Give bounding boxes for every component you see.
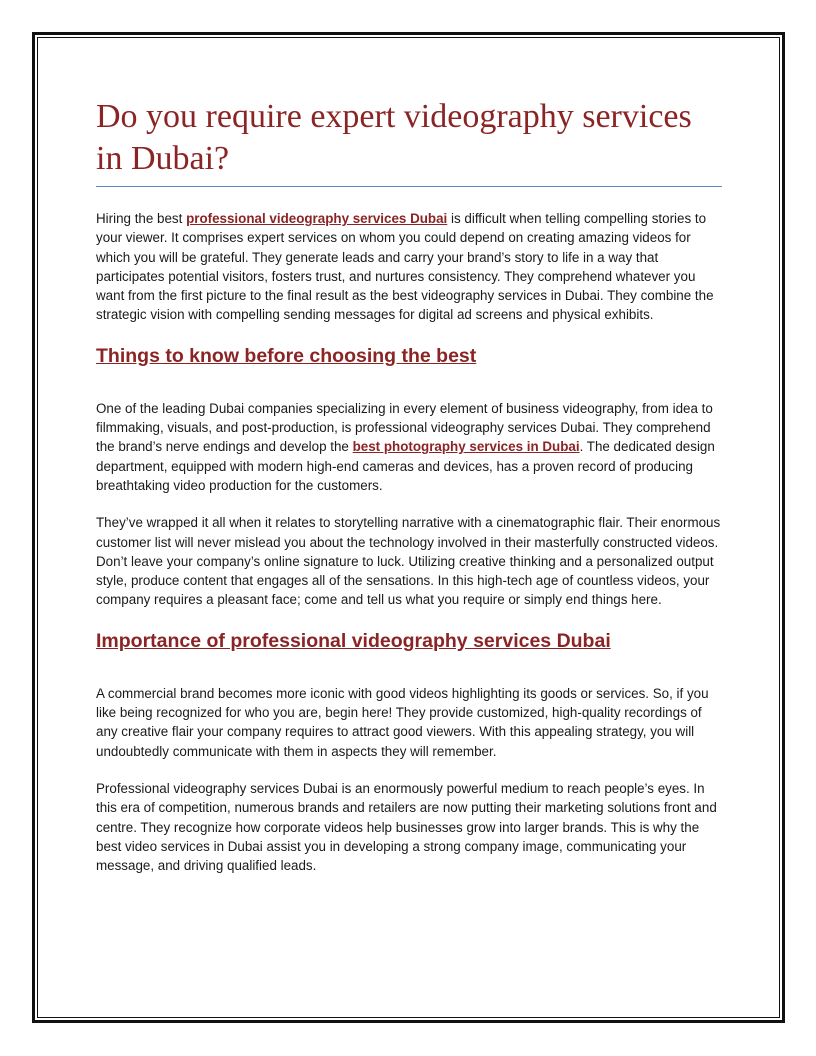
section1-p1-text-start: One of the leading Dubai companies specializing in every element of business videography, from idea to filmmaking, visuals, and post-production, is professional videography services Dubai. They comprehend the brand’s nerve endings and develop the (96, 400, 713, 455)
intro-paragraph (96, 209, 726, 325)
section2-paragraph-1: A commercial brand becomes more iconic with good videos highlighting its goods or services. So, if you like being recognized for who you are, begin here! They provide customized, high-quality recordings of any creative flair your company requires to attract good viewers. With this appealing strategy, you will undoubtedly communicate with them in aspects they will remember. (96, 685, 709, 759)
section1-p1-text-end: . The dedicated design department, equipped with modern high-end cameras and devices, has a proven record of producing breathtaking video production for the customers. (96, 439, 715, 493)
intro-text-end: is difficult when telling compelling stories to your viewer. It comprises expert services on whom you could depend on creating amazing videos for which you will be grateful. They generate leads and carry your brand’s story to life in a way that participates potential visitors, fosters trust, and nurtures consistency. They comprehend whatever you want from the first picture to the final result as the best videography services in Dubai. They combine the strategic vision with compelling sending messages for digital ad screens and physical exhibits. (96, 211, 714, 323)
videography-services-link[interactable]: professional videography services Dubai (186, 211, 448, 226)
section1-paragraph-1 (96, 399, 726, 495)
section1-paragraph-2: They’ve wrapped it all when it relates to storytelling narrative with a cinematographic flair. Their enormous customer list will never mislead you about the technology involved in their masterfully constructed videos. Don’t leave your company’s online signature to luck. Utilizing creative thinking and a personalized output style, produce content that engages all of the sensations. In this high-tech age of countless videos, your company requires a pleasant face; come and tell us what you require or simply end things here. (96, 515, 721, 608)
photography-services-link[interactable]: best photography services in Dubai (352, 439, 580, 455)
section-heading-importance: Importance of professional videography services Dubai (96, 629, 611, 652)
section-heading-things-to-know: Things to know before choosing the best (96, 344, 477, 367)
page-title: Do you require expert videography services in Dubai? (96, 98, 692, 177)
document-body (96, 96, 726, 893)
title-underline-rule (96, 186, 722, 187)
section2-paragraph-2: Professional videography services Dubai is an enormously powerful medium to reach people’s eyes. In this era of competition, numerous brands and retailers are now putting their marketing solutions front and centre. They recognize how corporate videos help businesses grow into larger brands. This is why the best video services in Dubai assist you in developing a strong company image, communicating your message, and driving qualified leads. (96, 780, 717, 874)
intro-text-start: Hiring the best (96, 211, 187, 226)
